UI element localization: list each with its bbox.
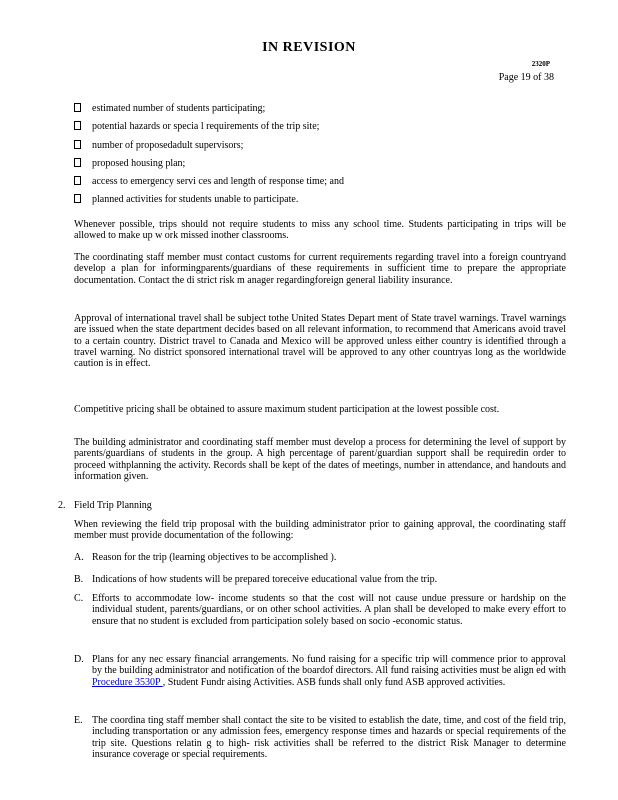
item-letter: C. <box>74 593 84 604</box>
bullet-text: proposed housing plan; <box>92 157 186 169</box>
section-intro: When reviewing the field trip proposal with the building administrator prior to gaining approval, the coordinating staff member must provide documentation of the following: <box>74 519 566 542</box>
item-letter: B. <box>74 574 84 585</box>
paragraph-pricing: Competitive pricing shall be obtained to assure maximum student participation at the lowest possible cost. <box>74 404 500 415</box>
item-letter: D. <box>74 654 84 665</box>
section-title: Field Trip Planning <box>74 500 152 511</box>
procedure-3530p-link[interactable]: Procedure 3530P <box>92 676 163 688</box>
list-item <box>74 137 564 155</box>
list-item-d <box>74 654 566 688</box>
checkbox-bullet-icon <box>74 103 81 112</box>
checkbox-bullet-icon <box>74 176 81 185</box>
list-item <box>74 155 564 173</box>
checkbox-bullet-icon <box>74 194 81 203</box>
list-item <box>74 100 564 118</box>
list-item <box>74 191 564 209</box>
section-number: 2. <box>58 500 66 511</box>
item-text <box>74 654 566 688</box>
item-text: Indications of how students will be prepared toreceive educational value from the trip. <box>92 574 438 585</box>
bullet-text: number of proposedadult supervisors; <box>92 139 244 151</box>
checkbox-bullet-icon <box>74 121 81 130</box>
bullet-text: estimated number of students participating; <box>92 103 266 114</box>
list-item-c <box>74 593 566 627</box>
bullet-text: potential hazards or specia l requirements of the trip site; <box>92 121 320 133</box>
checkbox-bullet-icon <box>74 140 81 149</box>
list-item-e <box>74 715 566 760</box>
bullet-list <box>74 100 564 210</box>
paragraph-parent-support: The building administrator and coordinating staff member must develop a process for determining the level of support by parents/guardians of students in the group. A high percentage of parent/guardian support shall be requiredin order to proceed withplanning the activity. Records shall be kept of the dates of meetings, number in attendance, and handouts and information given. <box>74 437 566 482</box>
section-heading <box>58 500 152 511</box>
item-letter: E. <box>74 715 83 726</box>
item-text: The coordina ting staff member shall contact the site to be visited to establish the date, time, and cost of the field trip, including transportation or any admission fees, emergency response times and hazards or special requirements of the trip site. Questions relatin g to high- risk activities shall be referred to the district Risk Manager to determine insurance coverage or special requirements. <box>92 715 566 760</box>
list-item-a <box>74 552 566 563</box>
page-number: Page 19 of 38 <box>498 72 554 83</box>
checkbox-bullet-icon <box>74 158 81 167</box>
bullet-text: access to emergency servi ces and length of response time; and <box>92 176 344 188</box>
bullet-text: planned activities for students unable to participate. <box>92 194 299 206</box>
item-letter: A. <box>74 552 84 563</box>
item-text: Reason for the trip (learning objectives to be accomplished ). <box>92 552 337 563</box>
list-item <box>74 118 564 136</box>
document-number: 2320P <box>531 60 550 68</box>
paragraph-travel-warnings: Approval of international travel shall be subject tothe United States Depart ment of State travel warnings. Travel warnings are issued when the state department decides based on all relevant information, to recommend that Americans avoid travel to a certain country. District travel to Canada and Mexico will be approved unless either country is identified through a travel warning. No district sponsored international travel will be approved to any other countryas long as the worldwide caution is in effect. <box>74 313 566 370</box>
item-text-start: Plans for any nec essary financial arrangements. No fund raising for a specific trip will commence prior to approval by the building administrator and notification of the boardof directors. All fund raising activities must be align ed with <box>92 654 566 677</box>
item-text: Efforts to accommodate low- income students so that the cost will not cause undue pressure or hardship on the individual student, parents/guardians, or on other school activities. A plan shall be developed to make every effort to ensure that no student is excluded from participation solely based on socio -economic status. <box>92 593 566 627</box>
list-item <box>74 173 564 191</box>
list-item-b <box>74 574 566 585</box>
paragraph-missed-school: Whenever possible, trips should not require students to miss any school time. Students participating in trips will be allowed to make up w ork missed inother classrooms. <box>74 219 566 242</box>
item-text-end: , Student Fundr aising Activities. ASB funds shall only fund ASB approved activities. <box>162 676 506 688</box>
paragraph-customs: The coordinating staff member must contact customs for current requirements regarding travel into a foreign countryand develop a plan for informingparents/guardians of these requirements in sufficient time to prepare the appropriate documentation. Contact the di strict risk m anager regardingforeign general liability insurance. <box>74 252 566 286</box>
page-title: IN REVISION <box>262 40 356 55</box>
